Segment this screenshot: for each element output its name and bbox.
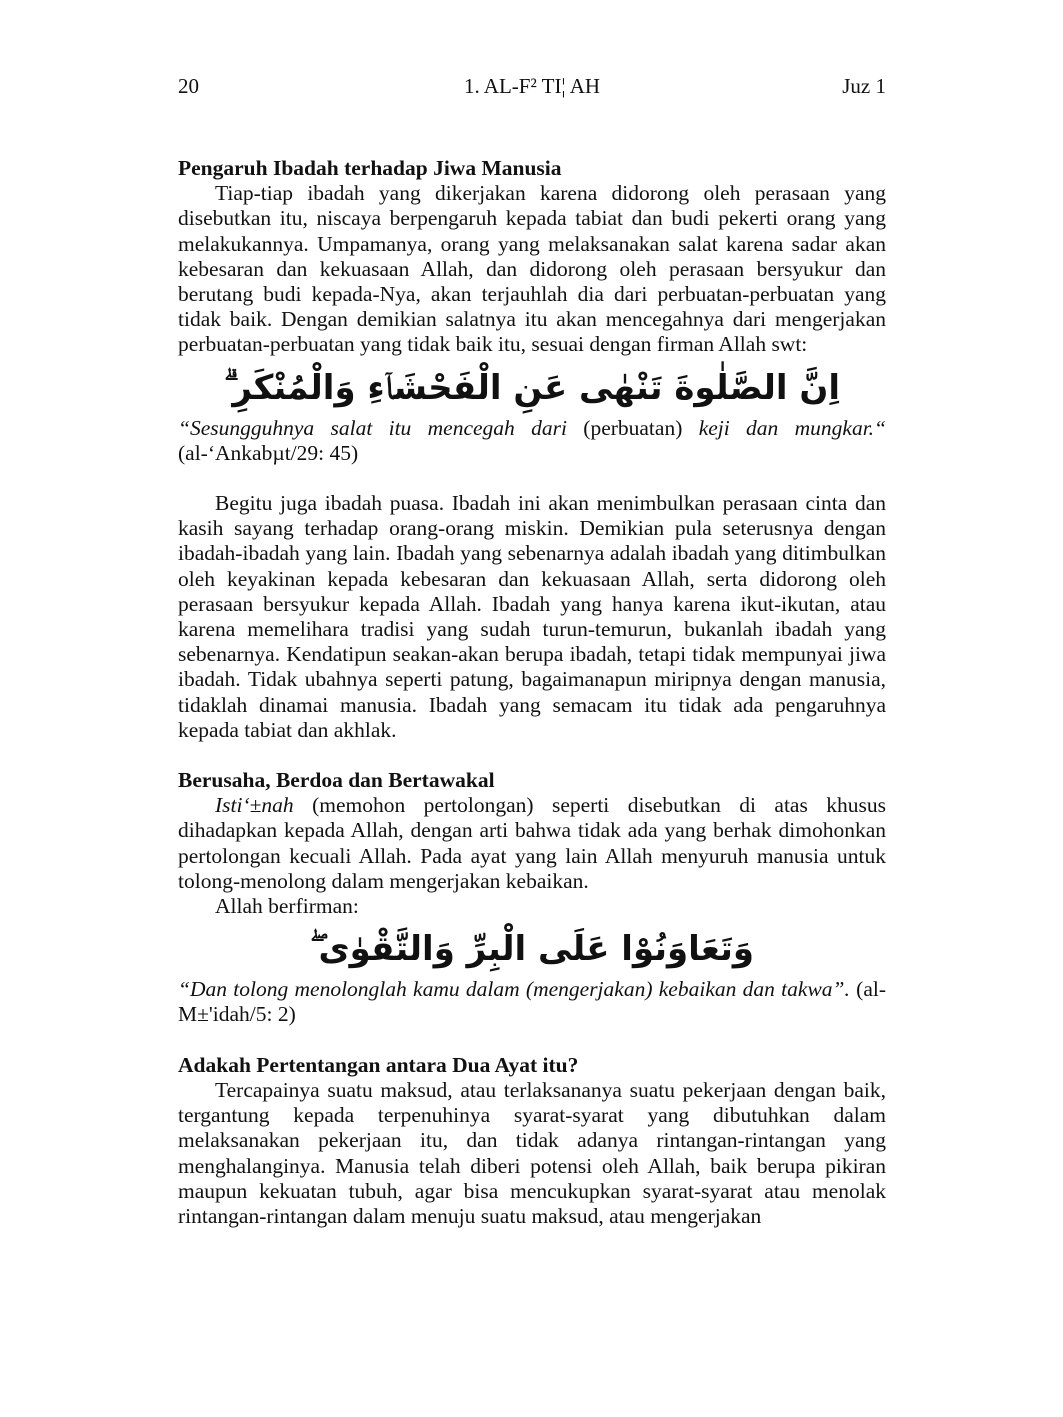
verse-translation-ankabut xyxy=(178,416,886,466)
verse-translation-maidah xyxy=(178,977,886,1027)
verse-reference: (al-‘Ankabµt/29: 45) xyxy=(178,440,359,465)
chapter-title: 1. AL-F² TI¦ AH xyxy=(463,74,601,98)
translation-italic-part-2: keji dan mungkar.“ xyxy=(682,415,887,440)
paragraph-istianah xyxy=(178,793,886,894)
paragraph-pengaruh-ibadah: Tiap-tiap ibadah yang dikerjakan karena didorong oleh perasaan yang disebutkan itu, niscaya berpengaruh kepada tabiat dan budi pekerti orang yang melakukannya. Umpamanya, orang yang melaksanakan salat karena sadar akan kebesaran dan kekuasaan Allah, dan didorong oleh perasaan bersyukur dan berutang budi kepada-Nya, akan terjauhlah dia dari perbuatan-perbuatan yang tidak baik. Dengan demikian salatnya itu akan mencegahnya dari mengerjakan perbuatan-perbuatan yang tidak baik itu, sesuai dengan firman Allah swt: xyxy=(178,181,886,357)
translation-italic-part-1: “Sesungguhnya salat itu mencegah dari xyxy=(178,415,584,440)
paragraph-allah-berfirman: Allah berfirman: xyxy=(215,894,359,919)
page-body xyxy=(178,156,886,1229)
section-heading-pertentangan: Adakah Pertentangan antara Dua Ayat itu? xyxy=(178,1052,579,1077)
arabic-verse-maidah: وَتَعَاوَنُوْا عَلَى الْبِرِّ وَالتَّقْوٰى ۖ xyxy=(309,929,755,970)
paragraph-pertentangan: Tercapainya suatu maksud, atau terlaksananya suatu pekerjaan dengan baik, tergantung kepada terpenuhinya syarat-syarat yang dibutuhkan dalam melaksanakan pekerjaan itu, dan tidak adanya rintangan-rintangan yang menghalanginya. Manusia telah diberi potensi oleh Allah, baik berupa pikiran maupun kekuatan tubuh, agar bisa mencukupkan syarat-syarat atau menolak rintangan-rintangan dalam menuju suatu maksud, atau mengerjakan xyxy=(178,1077,886,1228)
paragraph-ibadah-puasa: Begitu juga ibadah puasa. Ibadah ini akan menimbulkan perasaan cinta dan kasih sayang terhadap orang-orang miskin. Demikian pula seterusnya dengan ibadah-ibadah yang lain. Ibadah yang sebenarnya adalah ibadah yang ditimbulkan oleh keyakinan kepada kebesaran dan kekuasaan Allah, serta didorong oleh perasaan bersyukur kepada Allah. Ibadah yang hanya karena ikut-ikutan, atau karena memelihara tradisi yang sudah turun-temurun, bukanlah ibadah yang sebenarnya. Kendatipun seakan-akan berupa ibadah, tetapi tidak mempunyai jiwa ibadah. Tidak ubahnya seperti patung, bagaimanapun miripnya dengan manusia, tidaklah dinamai manusia. Ibadah yang semacam itu tidak ada pengaruhnya kepada tabiat dan akhlak. xyxy=(178,491,886,742)
running-header xyxy=(178,72,886,100)
section-heading-pengaruh-ibadah: Pengaruh Ibadah terhadap Jiwa Manusia xyxy=(178,156,562,180)
juz-label: Juz 1 xyxy=(842,74,886,98)
term-istianah: Isti‘±nah xyxy=(215,793,294,818)
spacer xyxy=(178,1028,886,1053)
verse-reference: (al-M±'idah/5: 2) xyxy=(178,977,886,1027)
spacer xyxy=(178,466,886,491)
section-heading-berusaha: Berusaha, Berdoa dan Bertawakal xyxy=(178,768,495,793)
arabic-verse-ankabut: اِنَّ الصَّلٰوةَ تَنْهٰى عَنِ الْفَحْشَاۤءِ وَالْمُنْكَرِ ۗ xyxy=(223,367,841,408)
translation-upright-part: (perbuatan) xyxy=(583,415,683,440)
paragraph-istianah-text: (memohon pertolongan) seperti disebutkan di atas khusus dihadapkan kepada Allah, dengan arti bahwa tidak ada yang berhak dimohonkan pertolongan kecuali Allah. Pada ayat yang lain Allah menyuruh manusia untuk tolong-menolong dalam mengerjakan kebaikan. xyxy=(178,793,886,893)
spacer xyxy=(178,743,886,768)
page-number: 20 xyxy=(178,74,199,98)
translation-italic: “Dan tolong menolonglah kamu dalam (mengerjakan) kebaikan dan takwa”. xyxy=(178,977,850,1002)
